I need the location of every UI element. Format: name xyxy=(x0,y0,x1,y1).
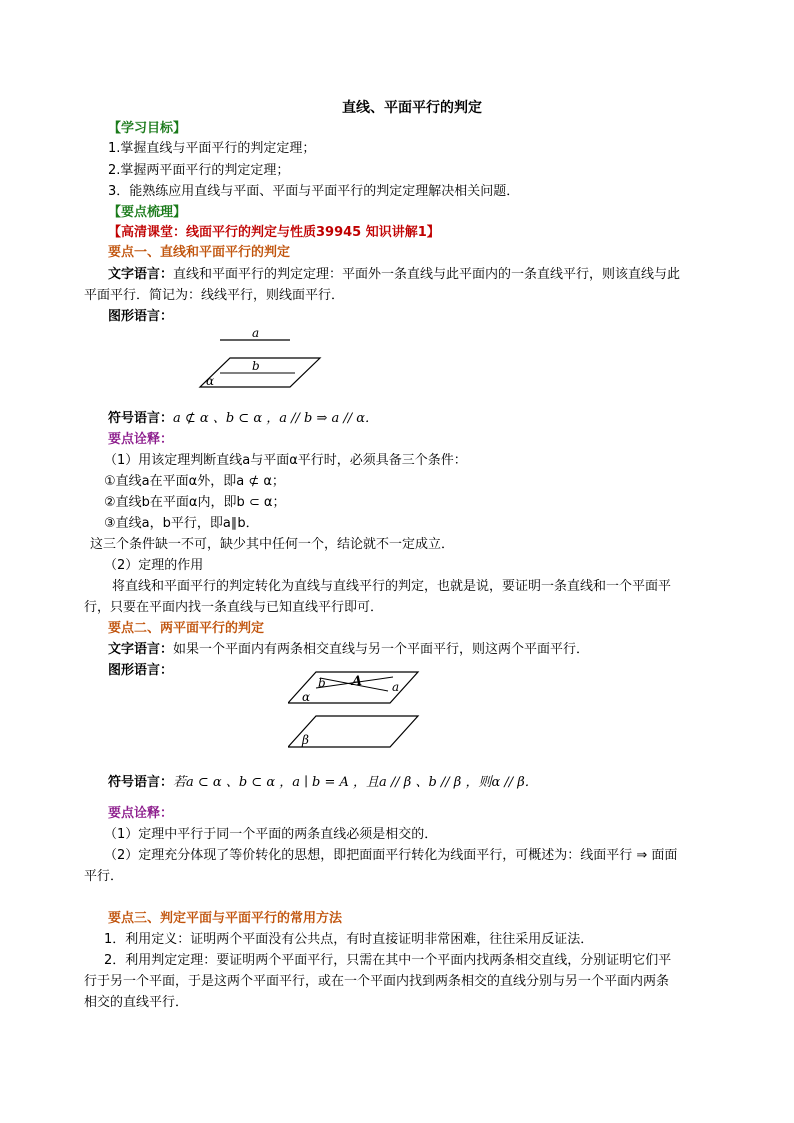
summary-heading: 【要点梳理】 xyxy=(108,205,187,220)
line-plane-parallel-figure xyxy=(190,325,330,395)
note-line: 行，只要在平面内找一条直线与已知直线平行即可． xyxy=(84,600,384,615)
note-line: 将直线和平面平行的判定转化为直线与直线平行的判定，也就是说，要证明一条直线和一个平面平 xyxy=(112,579,672,594)
figure-label-a: a xyxy=(252,326,260,340)
point1-notes-heading: 要点诠释： xyxy=(108,432,174,447)
symbol-language-label: 符号语言： xyxy=(108,411,174,426)
plane-plane-parallel-figure xyxy=(288,668,423,753)
method-line: 1．利用定义：证明两个平面没有公共点，有时直接证明非常困难，往往采用反证法． xyxy=(104,932,594,947)
text-language-label: 文字语言： xyxy=(108,267,174,282)
point1-heading: 要点一、直线和平面平行的判定 xyxy=(108,245,291,260)
figure-language-label: 图形语言： xyxy=(108,309,174,324)
note-line: （1）定理中平行于同一个平面的两条直线必须是相交的． xyxy=(104,827,438,842)
point1-symbol-line: 符号语言：a ⊄ α 、b ⊂ α ，a // b ⇒ a // α． xyxy=(108,411,379,426)
method-line: 2．利用判定定理：要证明两个平面平行，只需在其中一个平面内找两条相交直线，分别证明它们平 xyxy=(104,953,672,968)
method-line: 行于另一个平面，于是这两个平面平行，或在一个平面内找到两条相交的直线分别与另一个平面内两条 xyxy=(84,974,670,989)
note-line: （2）定理充分体现了等价转化的思想，即把面面平行转化为线面平行，可概述为：线面平行 ⇒ 面面 xyxy=(104,848,678,863)
video-link[interactable]: 【高清课堂：线面平行的判定与性质39945 知识讲解1】 xyxy=(108,225,440,240)
point2-symbol-line: 符号语言：若a ⊂ α 、b ⊂ α ，a ∣ b = A ，且a // β 、b // β ，则α // β． xyxy=(108,775,538,790)
figure-label-b: b xyxy=(252,359,260,373)
goal-item: 3．能熟练应用直线与平面、平面与平面平行的判定定理解决相关问题． xyxy=(108,184,520,199)
note-line: ②直线b在平面α内，即b ⊂ α； xyxy=(104,495,286,510)
figure-label-beta: β xyxy=(302,733,309,747)
note-line: 平行． xyxy=(84,869,124,884)
text-language-label: 文字语言： xyxy=(108,642,174,657)
point2-notes-heading: 要点诠释： xyxy=(108,806,174,821)
method-line: 相交的直线平行． xyxy=(84,995,189,1010)
figure-label-A: A xyxy=(352,674,363,689)
goal-item: 2.掌握两平面平行的判定定理； xyxy=(108,163,290,178)
figure-label-b: b xyxy=(318,676,326,690)
point2-text-line: 文字语言：如果一个平面内有两条相交直线与另一个平面平行，则这两个平面平行． xyxy=(108,642,590,657)
point2-heading: 要点二、两平面平行的判定 xyxy=(108,621,265,636)
point1-text-line1: 文字语言：直线和平面平行的判定定理：平面外一条直线与此平面内的一条直线平行，则该直线与此 xyxy=(108,267,681,282)
point3-heading: 要点三、判定平面与平面平行的常用方法 xyxy=(108,911,343,926)
figure-label-alpha: α xyxy=(206,374,215,388)
note-line: （1）用该定理判断直线a与平面α平行时，必须具备三个条件： xyxy=(104,453,467,468)
goals-heading: 【学习目标】 xyxy=(108,121,187,136)
point1-text-line2: 平面平行．简记为：线线平行，则线面平行． xyxy=(84,288,345,303)
figure-label-alpha: α xyxy=(302,690,311,704)
goal-item: 1.掌握直线与平面平行的判定定理； xyxy=(108,141,316,156)
symbol-language-label: 符号语言： xyxy=(108,775,174,790)
note-line: （2）定理的作用 xyxy=(104,558,204,573)
note-line: ③直线a，b平行，即a∥b． xyxy=(104,516,259,531)
note-line: 这三个条件缺一不可，缺少其中任何一个，结论就不一定成立． xyxy=(90,537,455,552)
page-title: 直线、平面平行的判定 xyxy=(342,100,482,116)
note-line: ①直线a在平面α外，即a ⊄ α； xyxy=(104,474,285,489)
figure-label-a: a xyxy=(392,680,400,694)
figure-language-label: 图形语言： xyxy=(108,663,174,678)
